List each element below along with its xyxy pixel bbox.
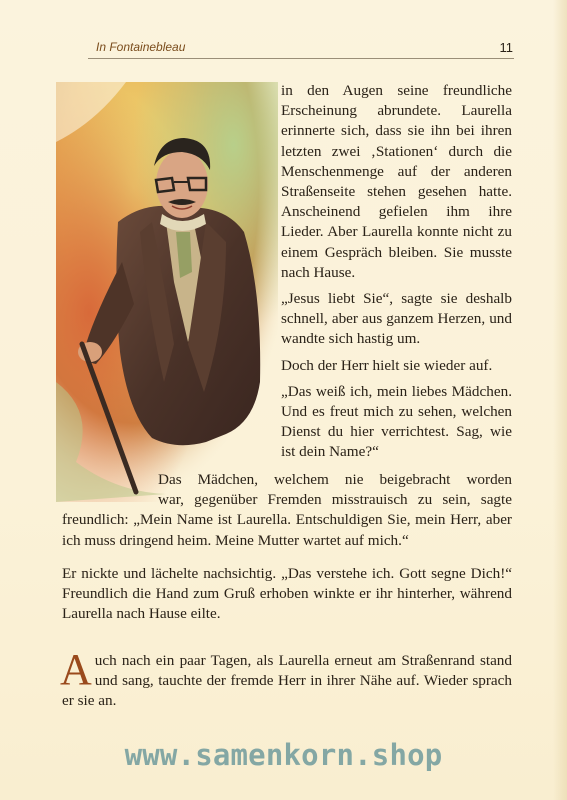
paragraph-7 <box>60 645 512 712</box>
drop-cap: A <box>60 645 92 694</box>
paragraph-5-line-1: Das Mädchen, welchem nie beigebracht worden <box>158 471 512 488</box>
header-rule <box>88 58 514 59</box>
paragraph-4: „Das weiß ich, mein liebes Mädchen. Und es freut mich zu sehen, welchen Dienst du hier verrichtest. Sag, wie ist dein Name?“ <box>281 382 512 461</box>
paragraph-7-text: uch nach ein paar Tagen, als Laurella erneut am Straßenrand stand und sang, tauchte der fremde Herr in ihrer Nähe auf. Wieder sprach er sie an. <box>62 652 512 710</box>
paragraph-2: „Jesus liebt Sie“, sagte sie deshalb schnell, aber aus ganzem Herzen, und wandte sich hastig um. <box>281 290 512 348</box>
right-text-column <box>281 81 512 469</box>
paragraph-5 <box>62 470 512 551</box>
paragraph-6: Er nickte und lächelte nachsichtig. „Das verstehe ich. Gott segne Dich!“ Freundlich die Hand zum Gruß erhoben winkte er ihr hinterher, während Laurella nach Hause eilte. <box>62 565 512 623</box>
paragraph-6-block <box>62 564 512 625</box>
page-number: 11 <box>499 40 513 55</box>
paragraph-3: Doch der Herr hielt sie wieder auf. <box>281 356 493 374</box>
paragraph-5-line-2: war, gegenüber Fremden misstrauisch zu sein, sagte <box>158 491 512 509</box>
footer-url: www.samenkorn.shop <box>124 738 443 772</box>
paragraph-7-block <box>60 645 512 712</box>
illustration-old-man <box>56 82 278 502</box>
page-edge-shadow <box>553 0 567 800</box>
paragraph-1: in den Augen seine freundliche Erscheinung abrundete. Laurella erinnerte sich, dass sie ihn bei ihren letzten zwei ‚Stationen‘ durch die Menschenmenge auf der anderen Straßenseite stehen gesehen hatte. Anscheinend gefielen ihm ihre Lieder. Aber Laurella konnte nicht zu einem Gespräch bleiben. Sie musste nach Hause. <box>281 82 512 281</box>
running-title: In Fontainebleau <box>96 40 186 54</box>
paragraph-5-rest: freundlich: „Mein Name ist Laurella. Entschuldigen Sie, mein Herr, aber ich muss dringend heim. Meine Mutter wartet auf mich.“ <box>62 511 512 549</box>
